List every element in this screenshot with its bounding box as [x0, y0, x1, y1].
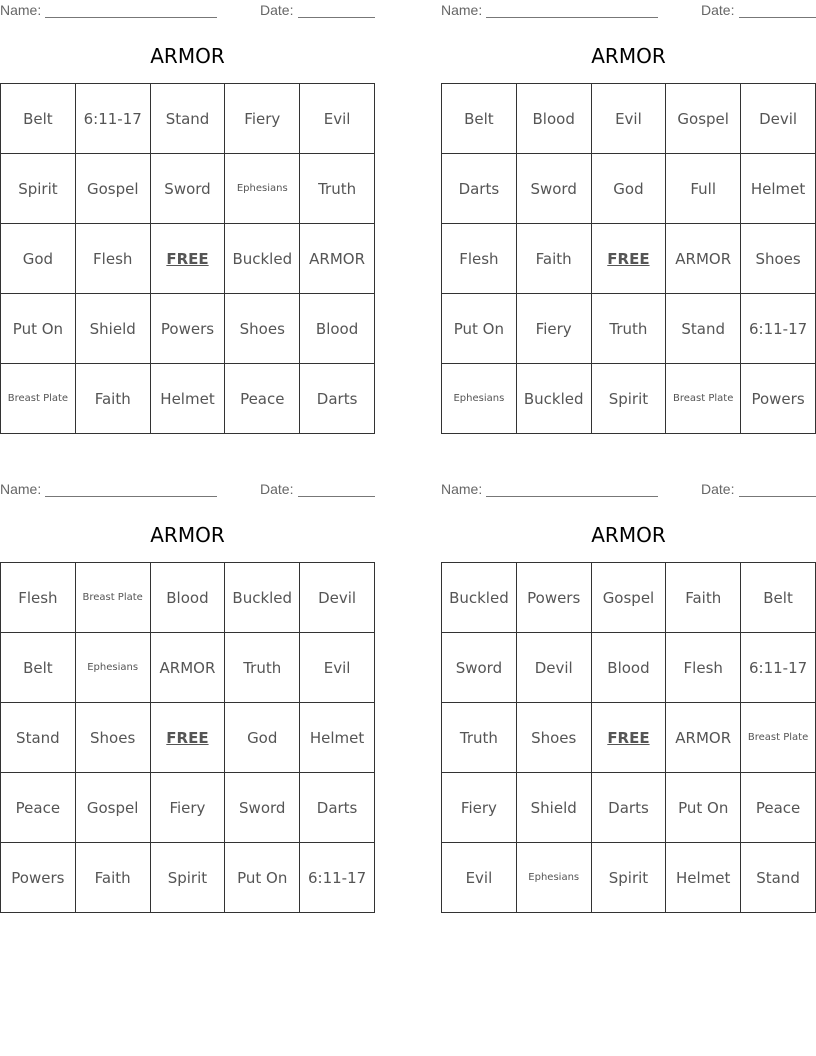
- bingo-card-4: [441, 479, 816, 914]
- grid-row: [442, 154, 816, 224]
- grid-cell: Shield: [75, 294, 150, 364]
- grid-cell: Shoes: [225, 294, 300, 364]
- name-field-line: [45, 496, 217, 497]
- grid-row: [442, 84, 816, 154]
- grid-cell: Darts: [300, 364, 375, 434]
- grid-cell: Stand: [150, 84, 225, 154]
- grid-cell: 6:11-17: [741, 633, 816, 703]
- grid-row: [1, 154, 375, 224]
- grid-cell: Helmet: [300, 703, 375, 773]
- grid-cell: Gospel: [666, 84, 741, 154]
- grid-row: [442, 633, 816, 703]
- grid-cell: Spirit: [1, 154, 76, 224]
- grid-row: [442, 563, 816, 633]
- grid-cell: Evil: [300, 633, 375, 703]
- grid-cell: Breast Plate: [741, 703, 816, 773]
- grid-row: [1, 843, 375, 913]
- grid-cell: Peace: [1, 773, 76, 843]
- grid-cell: God: [591, 154, 666, 224]
- grid-cell: Stand: [1, 703, 76, 773]
- date-field-line: [298, 496, 375, 497]
- grid-cell: Stand: [666, 294, 741, 364]
- bingo-card-3: [0, 479, 375, 914]
- grid-cell: Flesh: [1, 563, 76, 633]
- name-date-row: [441, 2, 816, 20]
- grid-cell: Fiery: [516, 294, 591, 364]
- grid-cell: Gospel: [75, 773, 150, 843]
- grid-row: [442, 773, 816, 843]
- grid-cell: Evil: [442, 843, 517, 913]
- name-label: Name:: [441, 2, 483, 18]
- grid-row: [1, 703, 375, 773]
- free-space-cell: FREE: [591, 703, 666, 773]
- grid-cell: Truth: [442, 703, 517, 773]
- bingo-card-1: [0, 0, 375, 435]
- grid-cell: Darts: [442, 154, 517, 224]
- grid-cell: Devil: [516, 633, 591, 703]
- name-label: Name:: [0, 481, 42, 497]
- grid-cell: Buckled: [225, 563, 300, 633]
- date-label: Date:: [260, 2, 294, 18]
- name-date-row: [0, 2, 375, 20]
- bingo-grid: [441, 83, 816, 434]
- date-label: Date:: [701, 2, 735, 18]
- grid-cell: Spirit: [150, 843, 225, 913]
- grid-cell: Buckled: [442, 563, 517, 633]
- grid-row: [1, 364, 375, 434]
- grid-cell: Belt: [1, 633, 76, 703]
- grid-cell: Darts: [300, 773, 375, 843]
- bingo-grid: [0, 562, 375, 913]
- grid-cell: Evil: [300, 84, 375, 154]
- grid-cell: ARMOR: [300, 224, 375, 294]
- card-title: ARMOR: [591, 523, 666, 547]
- grid-cell: Devil: [741, 84, 816, 154]
- card-title: ARMOR: [591, 44, 666, 68]
- grid-cell: Belt: [1, 84, 76, 154]
- card-title: ARMOR: [150, 523, 225, 547]
- grid-cell: Gospel: [75, 154, 150, 224]
- grid-cell: Sword: [225, 773, 300, 843]
- grid-cell: Shoes: [516, 703, 591, 773]
- name-date-row: [441, 481, 816, 499]
- grid-cell: ARMOR: [666, 703, 741, 773]
- grid-cell: Ephesians: [442, 364, 517, 434]
- grid-cell: Sword: [150, 154, 225, 224]
- grid-cell: 6:11-17: [300, 843, 375, 913]
- grid-cell: Put On: [1, 294, 76, 364]
- date-label: Date:: [701, 481, 735, 497]
- grid-cell: 6:11-17: [741, 294, 816, 364]
- grid-cell: Breast Plate: [75, 563, 150, 633]
- name-date-row: [0, 481, 375, 499]
- grid-cell: Powers: [516, 563, 591, 633]
- name-field-line: [45, 17, 217, 18]
- grid-cell: Faith: [666, 563, 741, 633]
- grid-cell: Blood: [300, 294, 375, 364]
- grid-cell: Ephesians: [225, 154, 300, 224]
- card-title: ARMOR: [150, 44, 225, 68]
- grid-cell: Put On: [666, 773, 741, 843]
- name-label: Name:: [441, 481, 483, 497]
- name-field-line: [486, 17, 658, 18]
- grid-cell: Fiery: [225, 84, 300, 154]
- grid-row: [1, 563, 375, 633]
- grid-row: [442, 703, 816, 773]
- grid-cell: Shield: [516, 773, 591, 843]
- grid-cell: Ephesians: [516, 843, 591, 913]
- grid-cell: Buckled: [516, 364, 591, 434]
- grid-cell: ARMOR: [666, 224, 741, 294]
- grid-cell: Powers: [1, 843, 76, 913]
- grid-cell: Full: [666, 154, 741, 224]
- grid-cell: Fiery: [442, 773, 517, 843]
- grid-cell: Flesh: [666, 633, 741, 703]
- grid-cell: Truth: [225, 633, 300, 703]
- date-field-line: [739, 17, 816, 18]
- grid-cell: Put On: [442, 294, 517, 364]
- grid-row: [442, 294, 816, 364]
- grid-cell: Faith: [75, 364, 150, 434]
- grid-cell: Peace: [225, 364, 300, 434]
- grid-cell: Helmet: [150, 364, 225, 434]
- grid-cell: Devil: [300, 563, 375, 633]
- grid-cell: Evil: [591, 84, 666, 154]
- grid-cell: 6:11-17: [75, 84, 150, 154]
- grid-cell: Powers: [150, 294, 225, 364]
- grid-cell: Peace: [741, 773, 816, 843]
- bingo-grid: [0, 83, 375, 434]
- grid-cell: Fiery: [150, 773, 225, 843]
- grid-cell: Flesh: [442, 224, 517, 294]
- grid-cell: Powers: [741, 364, 816, 434]
- grid-row: [442, 224, 816, 294]
- name-field-line: [486, 496, 658, 497]
- grid-cell: Ephesians: [75, 633, 150, 703]
- grid-cell: Darts: [591, 773, 666, 843]
- grid-row: [1, 773, 375, 843]
- grid-cell: Truth: [300, 154, 375, 224]
- grid-cell: Shoes: [741, 224, 816, 294]
- grid-cell: Blood: [516, 84, 591, 154]
- grid-cell: Stand: [741, 843, 816, 913]
- grid-cell: Sword: [442, 633, 517, 703]
- grid-cell: Blood: [150, 563, 225, 633]
- grid-cell: Breast Plate: [1, 364, 76, 434]
- grid-row: [1, 224, 375, 294]
- grid-cell: ARMOR: [150, 633, 225, 703]
- grid-cell: Flesh: [75, 224, 150, 294]
- grid-cell: Gospel: [591, 563, 666, 633]
- grid-row: [442, 364, 816, 434]
- grid-cell: God: [225, 703, 300, 773]
- name-label: Name:: [0, 2, 42, 18]
- grid-cell: Sword: [516, 154, 591, 224]
- grid-cell: Helmet: [741, 154, 816, 224]
- grid-row: [1, 294, 375, 364]
- grid-cell: Put On: [225, 843, 300, 913]
- grid-cell: Blood: [591, 633, 666, 703]
- bingo-grid: [441, 562, 816, 913]
- grid-cell: Helmet: [666, 843, 741, 913]
- grid-row: [1, 84, 375, 154]
- grid-cell: Truth: [591, 294, 666, 364]
- grid-row: [442, 843, 816, 913]
- grid-cell: Faith: [75, 843, 150, 913]
- grid-row: [1, 633, 375, 703]
- grid-cell: Spirit: [591, 364, 666, 434]
- grid-cell: Faith: [516, 224, 591, 294]
- grid-cell: Breast Plate: [666, 364, 741, 434]
- date-label: Date:: [260, 481, 294, 497]
- free-space-cell: FREE: [150, 703, 225, 773]
- grid-cell: Belt: [442, 84, 517, 154]
- free-space-cell: FREE: [591, 224, 666, 294]
- grid-cell: Spirit: [591, 843, 666, 913]
- bingo-card-2: [441, 0, 816, 435]
- grid-cell: Buckled: [225, 224, 300, 294]
- grid-cell: God: [1, 224, 76, 294]
- grid-cell: Shoes: [75, 703, 150, 773]
- date-field-line: [298, 17, 375, 18]
- grid-cell: Belt: [741, 563, 816, 633]
- date-field-line: [739, 496, 816, 497]
- free-space-cell: FREE: [150, 224, 225, 294]
